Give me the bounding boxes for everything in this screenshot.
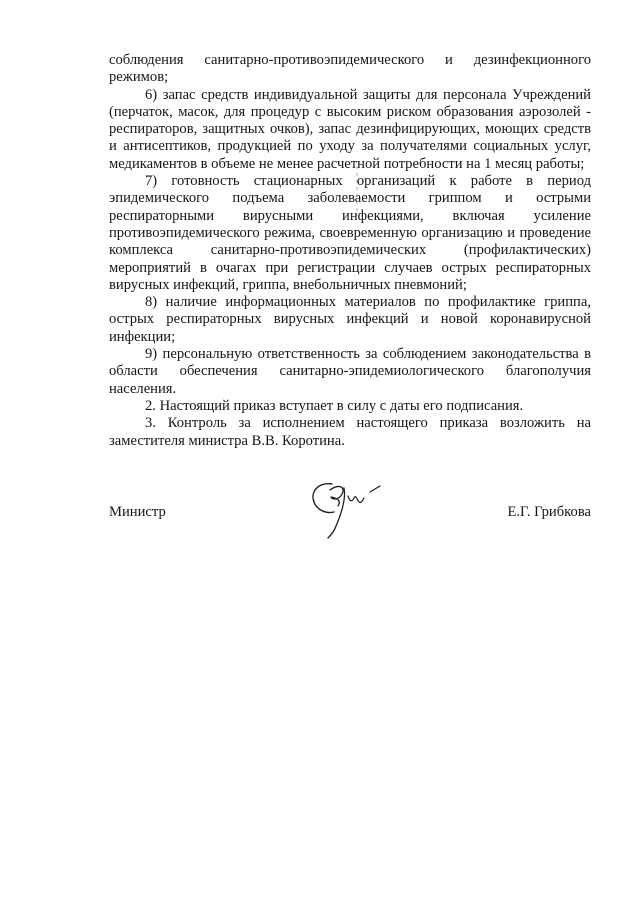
signatory-title: Министр [109, 504, 166, 520]
paragraph-clause-3: 3. Контроль за исполнением настоящего приказа возложить на заместителя министра В.В. Коротина. [109, 415, 591, 449]
scan-artifact-line [356, 166, 358, 216]
paragraph-item-6: 6) запас средств индивидуальной защиты для персонала Учреждений (перчаток, масок, для процедур с высоким риском образования аэрозолей - респираторов, защитных очков), запас дезинфицирующих, моющих средств и антисептиков, продукцией по уходу за получателями социальных услуг, медикаментов в объеме не менее расчетной потребности на 1 месяц работы; [109, 86, 591, 172]
paragraph-item-9: 9) персональную ответственность за соблюдением законодательства в области обеспечения санитарно-эпидемиологического благополучия населения. [109, 346, 591, 397]
signatory-name: Е.Г. Грибкова [507, 504, 591, 520]
paragraph-continuation: соблюдения санитарно-противоэпидемического и дезинфекционного режимов; [109, 52, 591, 86]
handwritten-signature [304, 478, 394, 540]
paragraph-item-7: 7) готовность стационарных организаций к работе в период эпидемического подъема заболеваемости гриппом и острыми респираторными вирусными инфекциями, включая усиление противоэпидемического режима, своевременную организацию и проведение комплекса санитарно-противоэпидемических (профилактических) мероприятий в очагах при регистрации случаев острых респираторных вирусных инфекций, гриппа, внебольничных пневмоний; [109, 173, 591, 293]
paragraph-clause-2: 2. Настоящий приказ вступает в силу с даты его подписания. [145, 397, 524, 414]
paragraph-item-8: 8) наличие информационных материалов по профилактике гриппа, острых респираторных вирусных инфекций и новой коронавирусной инфекции; [109, 294, 591, 345]
document-body [109, 52, 591, 450]
